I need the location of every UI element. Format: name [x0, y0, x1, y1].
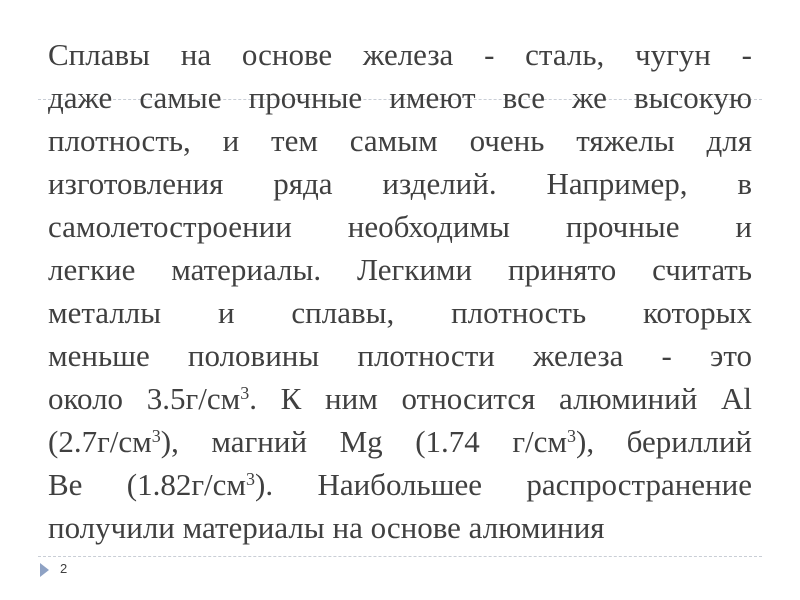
body-line-4: изготовления ряда изделий. Например, в [48, 166, 752, 201]
body-text [48, 33, 752, 549]
body-line-2: даже самые прочные имеют все же высокую [48, 80, 752, 115]
triangle-bullet-icon [40, 563, 49, 577]
text-fragment: около 3.5г/см [48, 381, 241, 416]
body-line-8: меньше половины плотности железа - это [48, 338, 752, 373]
body-line-3: плотность, и тем самым очень тяжелы для [48, 123, 752, 158]
text-fragment: ), магний Mg (1.74 г/см [160, 424, 568, 459]
text-fragment: . К ним относится алюминий Al [249, 381, 752, 416]
body-line-12: получили материалы на основе алюминия [48, 510, 605, 545]
text-fragment: Be (1.82г/см [48, 467, 247, 502]
bottom-guide-line [38, 556, 762, 557]
text-fragment: ). Наибольшее распространение [255, 467, 752, 502]
text-fragment: ), бериллий [576, 424, 752, 459]
body-line-10 [48, 420, 752, 463]
superscript: 3 [240, 383, 250, 403]
body-line-9 [48, 377, 752, 420]
body-line-11 [48, 463, 752, 506]
body-line-1: Сплавы на основе железа - сталь, чугун - [48, 37, 752, 72]
superscript: 3 [246, 469, 256, 489]
body-line-5: самолетостроении необходимы прочные и [48, 209, 752, 244]
body-line-7: металлы и сплавы, плотность которых [48, 295, 752, 330]
superscript: 3 [567, 426, 577, 446]
page-number: 2 [60, 561, 68, 576]
superscript: 3 [151, 426, 161, 446]
text-fragment: (2.7г/см [48, 424, 152, 459]
body-line-6: легкие материалы. Легкими принято считать [48, 252, 752, 287]
